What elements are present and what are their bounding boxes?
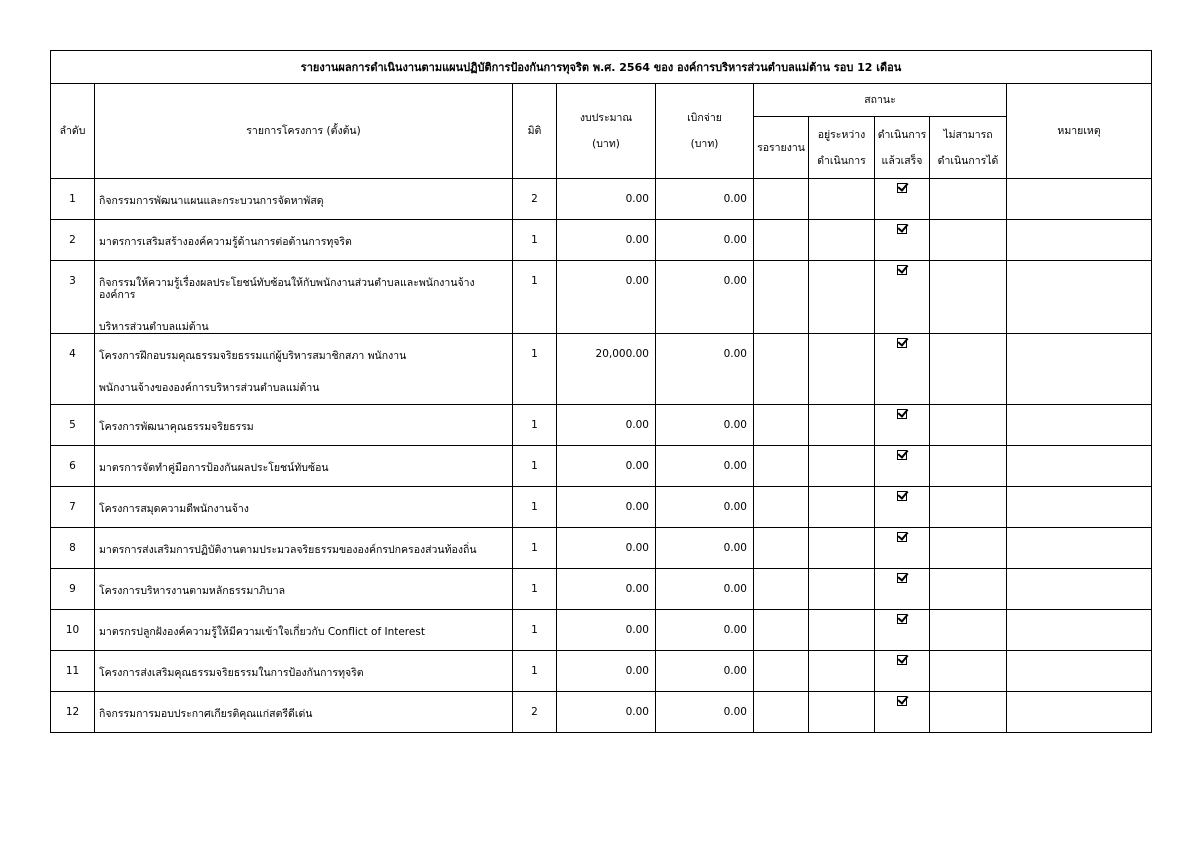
row-disbursed: 0.00 (656, 334, 754, 405)
row-status-unable (930, 569, 1007, 610)
project-name-line1: มาตรการจัดทำคู่มือการป้องกันผลประโยชน์ทับซ้อน (99, 462, 329, 474)
row-number: 12 (51, 692, 95, 733)
row-disbursed: 0.00 (656, 610, 754, 651)
row-disbursed: 0.00 (656, 528, 754, 569)
row-remark (1007, 220, 1152, 261)
row-status-done (875, 610, 930, 651)
row-budget: 0.00 (557, 179, 656, 220)
row-status-done (875, 220, 930, 261)
row-number: 10 (51, 610, 95, 651)
row-status-unable (930, 261, 1007, 334)
row-project-name (95, 610, 513, 651)
row-status-waiting (754, 528, 809, 569)
project-name-line1: โครงการฝึกอบรมคุณธรรมจริยธรรมแก่ผู้บริหารสมาชิกสภา พนักงาน (99, 350, 407, 362)
row-remark (1007, 569, 1152, 610)
row-disbursed: 0.00 (656, 651, 754, 692)
project-name-line1: โครงการพัฒนาคุณธรรมจริยธรรม (99, 421, 254, 433)
row-status-in-progress (809, 261, 875, 334)
row-status-in-progress (809, 528, 875, 569)
row-status-in-progress (809, 179, 875, 220)
row-remark (1007, 179, 1152, 220)
row-status-in-progress (809, 334, 875, 405)
project-name-line1: โครงการบริหารงานตามหลักธรรมาภิบาล (99, 585, 286, 597)
row-number: 3 (51, 261, 95, 334)
row-project-name (95, 405, 513, 446)
row-remark (1007, 692, 1152, 733)
project-name-line2: บริหารส่วนตำบลแม่ต้าน (99, 321, 209, 333)
row-dimension: 1 (513, 610, 557, 651)
row-status-done (875, 692, 930, 733)
row-status-waiting (754, 651, 809, 692)
row-status-done (875, 334, 930, 405)
header-status-done (875, 117, 930, 179)
header-status-done-line1: ดำเนินการ (877, 128, 927, 141)
row-dimension: 1 (513, 651, 557, 692)
row-status-in-progress (809, 487, 875, 528)
row-remark (1007, 610, 1152, 651)
project-name-line1: กิจกรรมการพัฒนาแผนและกระบวนการจัดหาพัสดุ (99, 195, 324, 207)
row-status-in-progress (809, 651, 875, 692)
row-status-in-progress (809, 692, 875, 733)
header-status-unable (930, 117, 1007, 179)
row-status-waiting (754, 405, 809, 446)
row-dimension: 1 (513, 405, 557, 446)
checkbox-checked-icon (897, 409, 907, 419)
row-status-waiting (754, 261, 809, 334)
row-disbursed: 0.00 (656, 261, 754, 334)
row-dimension: 2 (513, 692, 557, 733)
row-budget: 0.00 (557, 692, 656, 733)
row-dimension: 2 (513, 179, 557, 220)
header-project: รายการโครงการ (ตั้งต้น) (95, 84, 513, 179)
checkbox-checked-icon (897, 183, 907, 193)
table-row (51, 487, 1152, 528)
project-name-line1: โครงการส่งเสริมคุณธรรมจริยธรรมในการป้องกันการทุจริต (99, 667, 364, 679)
table-row (51, 220, 1152, 261)
row-status-unable (930, 528, 1007, 569)
table-row (51, 528, 1152, 569)
row-number: 6 (51, 446, 95, 487)
row-dimension: 1 (513, 261, 557, 334)
checkbox-checked-icon (897, 696, 907, 706)
row-remark (1007, 261, 1152, 334)
header-status-unable-line1: ไม่สามารถ (943, 128, 993, 141)
row-dimension: 1 (513, 569, 557, 610)
row-status-done (875, 179, 930, 220)
table-row (51, 446, 1152, 487)
row-disbursed: 0.00 (656, 405, 754, 446)
row-status-done (875, 528, 930, 569)
report-rows (51, 179, 1152, 733)
row-status-unable (930, 487, 1007, 528)
row-status-unable (930, 692, 1007, 733)
row-remark (1007, 651, 1152, 692)
project-name-line2: พนักงานจ้างขององค์การบริหารส่วนตำบลแม่ต้าน (99, 382, 320, 394)
row-budget: 0.00 (557, 261, 656, 334)
row-dimension: 1 (513, 487, 557, 528)
row-budget: 0.00 (557, 651, 656, 692)
row-number: 8 (51, 528, 95, 569)
checkbox-checked-icon (897, 532, 907, 542)
row-status-waiting (754, 487, 809, 528)
checkbox-checked-icon (897, 224, 907, 234)
row-status-in-progress (809, 610, 875, 651)
row-number: 9 (51, 569, 95, 610)
header-status-unable-line2: ดำเนินการได้ (937, 154, 999, 167)
row-status-in-progress (809, 569, 875, 610)
row-disbursed: 0.00 (656, 569, 754, 610)
table-row (51, 651, 1152, 692)
row-status-unable (930, 334, 1007, 405)
row-status-unable (930, 446, 1007, 487)
row-number: 5 (51, 405, 95, 446)
row-project-name (95, 692, 513, 733)
row-status-in-progress (809, 405, 875, 446)
row-status-waiting (754, 692, 809, 733)
row-remark (1007, 405, 1152, 446)
header-status-done-line2: แล้วเสร็จ (881, 154, 923, 167)
header-status: สถานะ (754, 84, 1007, 117)
row-budget: 0.00 (557, 220, 656, 261)
row-project-name (95, 569, 513, 610)
header-status-in-progress-line1: อยู่ระหว่าง (817, 128, 866, 141)
row-disbursed: 0.00 (656, 220, 754, 261)
row-status-done (875, 651, 930, 692)
row-disbursed: 0.00 (656, 692, 754, 733)
row-project-name (95, 528, 513, 569)
row-project-name (95, 261, 513, 334)
row-dimension: 1 (513, 334, 557, 405)
header-remark: หมายเหตุ (1007, 84, 1152, 179)
project-name-line1: มาตรการส่งเสริมการปฏิบัติงานตามประมวลจริยธรรมขององค์กรปกครองส่วนท้องถิ่น (99, 544, 477, 556)
table-row (51, 692, 1152, 733)
row-budget: 20,000.00 (557, 334, 656, 405)
row-project-name (95, 446, 513, 487)
header-budget-unit: (บาท) (592, 138, 620, 150)
checkbox-checked-icon (897, 573, 907, 583)
row-status-unable (930, 220, 1007, 261)
table-row (51, 569, 1152, 610)
checkbox-checked-icon (897, 655, 907, 665)
header-budget-label: งบประมาณ (579, 112, 633, 124)
row-disbursed: 0.00 (656, 487, 754, 528)
row-status-waiting (754, 179, 809, 220)
row-remark (1007, 334, 1152, 405)
project-name-line1: มาตรการเสริมสร้างองค์ความรู้ด้านการต่อต้านการทุจริต (99, 236, 352, 248)
row-status-done (875, 569, 930, 610)
row-status-unable (930, 651, 1007, 692)
row-disbursed: 0.00 (656, 446, 754, 487)
row-project-name (95, 220, 513, 261)
row-number: 2 (51, 220, 95, 261)
report-title: รายงานผลการดำเนินงานตามแผนปฏิบัติการป้องกันการทุจริต พ.ศ. 2564 ของ องค์การบริหารส่วนตำบลแม่ต้าน รอบ 12 เดือน (51, 51, 1152, 84)
checkbox-checked-icon (897, 265, 907, 275)
header-no: ลำดับ (51, 84, 95, 179)
row-number: 7 (51, 487, 95, 528)
row-status-waiting (754, 220, 809, 261)
row-project-name (95, 487, 513, 528)
header-disbursed-unit: (บาท) (690, 138, 719, 150)
header-status-waiting: รอรายงาน (754, 117, 809, 179)
row-status-done (875, 446, 930, 487)
row-status-unable (930, 610, 1007, 651)
checkbox-checked-icon (897, 450, 907, 460)
header-status-in-progress-line2: ดำเนินการ (817, 154, 866, 167)
table-row (51, 405, 1152, 446)
report-table (50, 50, 1152, 733)
row-status-unable (930, 405, 1007, 446)
row-status-waiting (754, 446, 809, 487)
row-status-waiting (754, 334, 809, 405)
row-disbursed: 0.00 (656, 179, 754, 220)
row-budget: 0.00 (557, 528, 656, 569)
row-project-name (95, 179, 513, 220)
table-row (51, 334, 1152, 405)
header-budget (557, 84, 656, 179)
row-budget: 0.00 (557, 487, 656, 528)
row-dimension: 1 (513, 220, 557, 261)
row-status-waiting (754, 610, 809, 651)
row-status-waiting (754, 569, 809, 610)
row-dimension: 1 (513, 528, 557, 569)
row-status-done (875, 405, 930, 446)
row-budget: 0.00 (557, 610, 656, 651)
row-status-done (875, 487, 930, 528)
project-name-line1: โครงการสมุดความดีพนักงานจ้าง (99, 503, 249, 515)
checkbox-checked-icon (897, 338, 907, 348)
row-remark (1007, 487, 1152, 528)
row-status-in-progress (809, 220, 875, 261)
header-dimension: มิติ (513, 84, 557, 179)
row-status-in-progress (809, 446, 875, 487)
row-status-done (875, 261, 930, 334)
project-name-line1: มาตรกรปลูกฝังองค์ความรู้ให้มีความเข้าใจเกี่ยวกับ Conflict of Interest (99, 626, 425, 638)
row-number: 1 (51, 179, 95, 220)
row-project-name (95, 651, 513, 692)
project-name-line1: กิจกรรมการมอบประกาศเกียรติคุณแก่สตรีดีเด่น (99, 708, 313, 720)
row-budget: 0.00 (557, 446, 656, 487)
table-row (51, 610, 1152, 651)
header-disbursed-label: เบิกจ่าย (687, 112, 722, 124)
project-name-line1: กิจกรรมให้ความรู้เรื่องผลประโยชน์ทับซ้อนให้กับพนักงานส่วนตำบลและพนักงานจ้างองค์การ (99, 277, 475, 301)
header-status-in-progress (809, 117, 875, 179)
row-budget: 0.00 (557, 569, 656, 610)
checkbox-checked-icon (897, 491, 907, 501)
checkbox-checked-icon (897, 614, 907, 624)
header-disbursed (656, 84, 754, 179)
row-project-name (95, 334, 513, 405)
row-remark (1007, 446, 1152, 487)
table-row (51, 261, 1152, 334)
row-number: 4 (51, 334, 95, 405)
row-budget: 0.00 (557, 405, 656, 446)
row-status-unable (930, 179, 1007, 220)
row-dimension: 1 (513, 446, 557, 487)
row-remark (1007, 528, 1152, 569)
row-number: 11 (51, 651, 95, 692)
table-row (51, 179, 1152, 220)
